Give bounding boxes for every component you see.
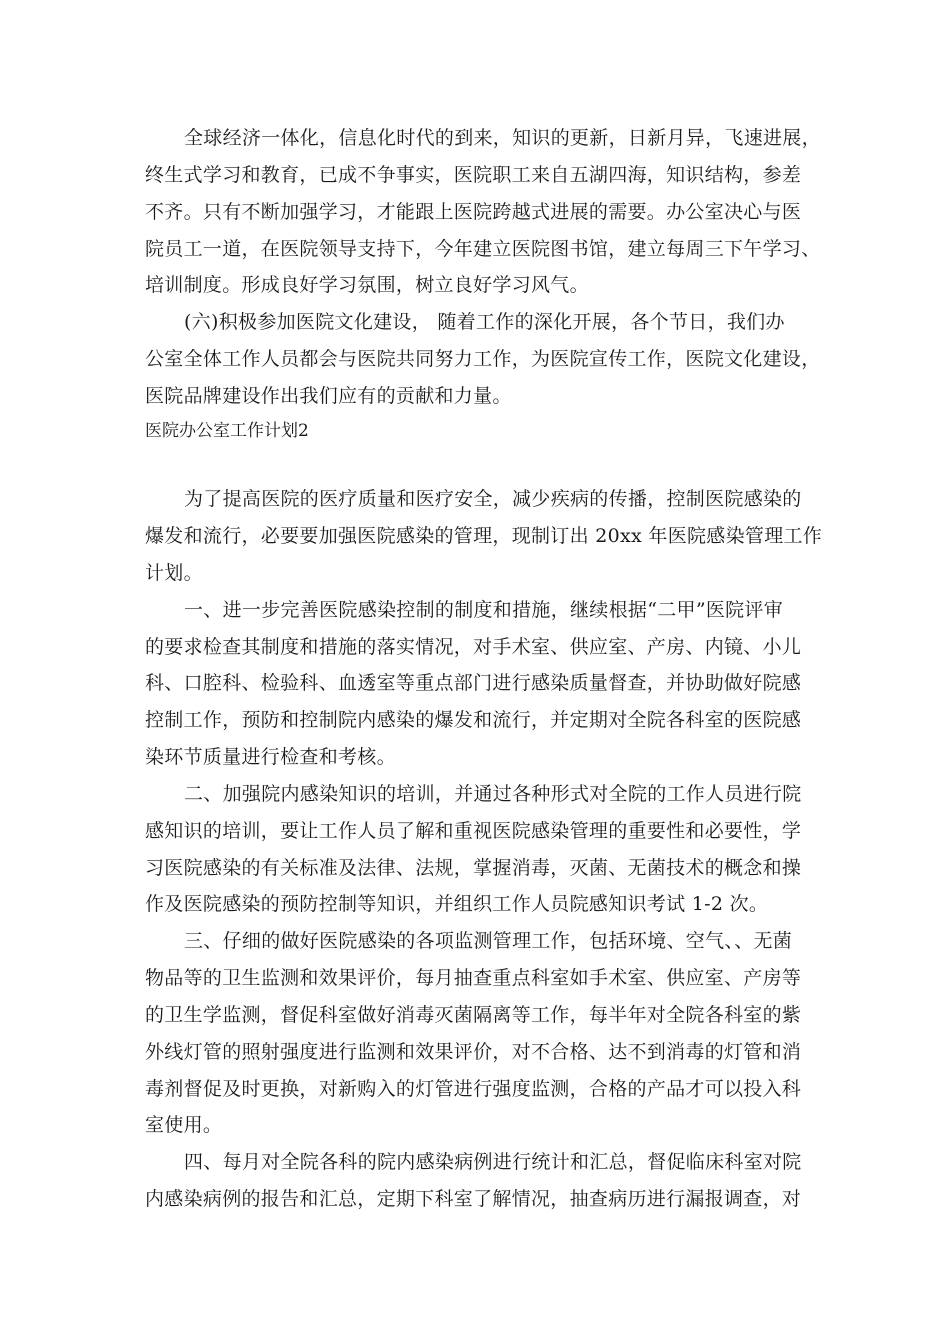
paragraph-line: 医院品牌建设作出我们应有的贡献和力量。: [145, 385, 512, 407]
paragraph-line: 公室全体工作人员都会与医院共同努力工作，为医院宣传工作，医院文化建设，: [145, 348, 821, 370]
paragraph-line: 外线灯管的照射强度进行监测和效果评价，对不合格、达不到消毒的灯管和消: [145, 1041, 802, 1063]
paragraph-line: 作及医院感染的预防控制等知识，并组织工作人员院感知识考试 1-2 次。: [145, 893, 769, 915]
section-heading: 医院办公室工作计划2: [145, 421, 309, 441]
paragraph-line: 终生式学习和教育，已成不争事实，医院职工来自五湖四海，知识结构，参差: [145, 164, 802, 186]
paragraph-line: 爆发和流行，必要要加强医院感染的管理，现制订出 20xx 年医院感染管理工作: [145, 525, 823, 547]
paragraph-line: 的要求检查其制度和措施的落实情况，对手术室、供应室、产房、内镜、小儿: [145, 636, 802, 658]
paragraph-line: 二、加强院内感染知识的培训，并通过各种形式对全院的工作人员进行院: [184, 783, 802, 805]
paragraph-line: 计划。: [145, 562, 203, 584]
paragraph-line: 习医院感染的有关标准及法律、法规，掌握消毒，灭菌、无菌技术的概念和操: [145, 857, 802, 879]
paragraph-line: 控制工作，预防和控制院内感染的爆发和流行，并定期对全院各科室的医院感: [145, 709, 802, 731]
paragraph-line: 的卫生学监测，督促科室做好消毒灭菌隔离等工作，每半年对全院各科室的紫: [145, 1004, 802, 1026]
paragraph-line: 全球经济一体化，信息化时代的到来，知识的更新，日新月异，飞速进展，: [184, 127, 821, 149]
paragraph-line: 三、仔细的做好医院感染的各项监测管理工作，包括环境、空气、、无菌: [184, 930, 793, 952]
paragraph-line: 内感染病例的报告和汇总，定期下科室了解情况，抽查病历进行漏报调查，对: [145, 1188, 802, 1210]
paragraph-line: 不齐。只有不断加强学习，才能跟上医院跨越式进展的需要。办公室决心与医: [145, 201, 802, 223]
paragraph-line: 科、口腔科、检验科、血透室等重点部门进行感染质量督查，并协助做好院感: [145, 672, 802, 694]
paragraph-line: 感知识的培训，要让工作人员了解和重视医院感染管理的重要性和必要性，学: [145, 820, 802, 842]
paragraph-line: 物品等的卫生监测和效果评价，每月抽查重点科室如手术室、供应室、产房等: [145, 967, 802, 989]
paragraph-line: 毒剂督促及时更换，对新购入的灯管进行强度监测，合格的产品才可以投入科: [145, 1078, 802, 1100]
paragraph-line: (六)积极参加医院文化建设， 随着工作的深化开展，各个节日，我们办: [184, 311, 785, 333]
paragraph-line: 一、进一步完善医院感染控制的制度和措施，继续根据“二甲”医院评审: [184, 599, 784, 621]
paragraph-line: 四、每月对全院各科的院内感染病例进行统计和汇总，督促临床科室对院: [184, 1151, 802, 1173]
paragraph-line: 室使用。: [145, 1114, 223, 1136]
paragraph-line: 院员工一道，在医院领导支持下，今年建立医院图书馆，建立每周三下午学习、: [145, 238, 821, 260]
paragraph-line: 培训制度。形成良好学习氛围，树立良好学习风气。: [145, 274, 589, 296]
paragraph-line: 为了提高医院的医疗质量和医疗安全，减少疾病的传播，控制医院感染的: [184, 488, 802, 510]
paragraph-line: 染环节质量进行检查和考核。: [145, 746, 396, 768]
